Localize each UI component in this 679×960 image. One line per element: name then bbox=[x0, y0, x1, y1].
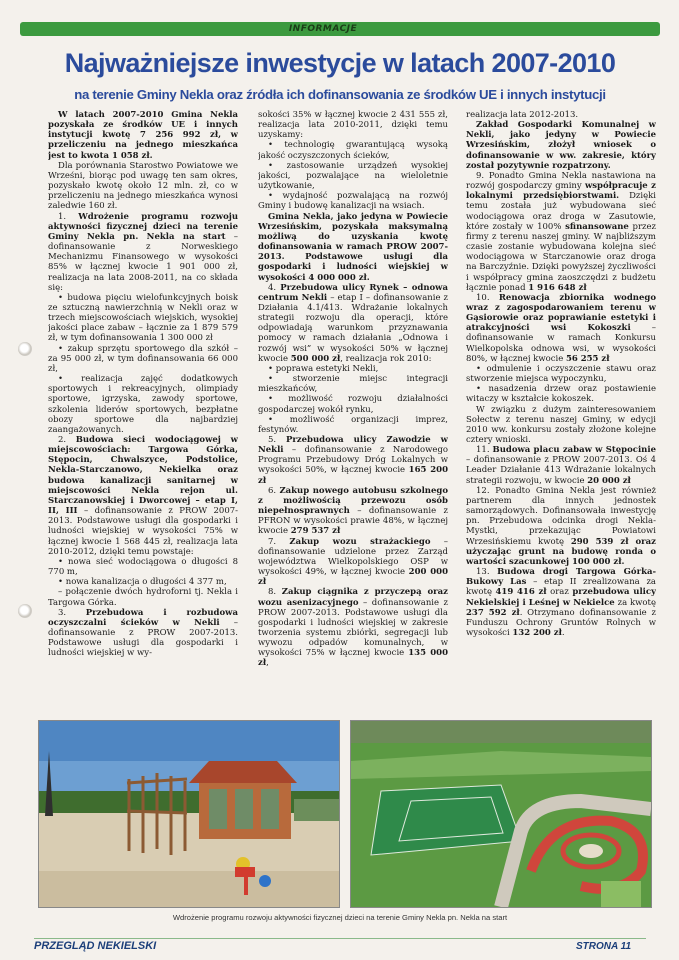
item-title: Przebudowa i rozbudowa oczyszczalni ścieków w Nekli bbox=[48, 607, 238, 628]
paragraph bbox=[48, 435, 238, 557]
bullet-item: – połączenie dwóch hydroforni tj. Nekla i Targowa Górka. bbox=[48, 587, 238, 608]
bullet-item: • odmulenie i oczyszczenie stawu oraz stworzenie miejsca wypoczynku, bbox=[466, 363, 656, 385]
amount: 290 539 zł oraz użyczając grunt na budowę ronda o wartości szacunkowej 100 000 zł. bbox=[466, 536, 656, 567]
item-title: Budowa sieci wodociągowej w miejscowościach: Targowa Górka, Stępocin, Chwalszyce, Podstolice, Nekla-Starczanowo, Nekielka oraz budowa kanalizacji sanitarnej w miejscowości Nekla rejon ul. Starczanowskiej i Dworcowej – etap I, II, III bbox=[48, 435, 238, 517]
item-number: 13. bbox=[476, 567, 490, 578]
item-title: Zakup ciągnika z przyczepą oraz wozu asenizacyjnego bbox=[258, 587, 448, 608]
item-text: oraz bbox=[550, 587, 569, 598]
item-text: – etap II zrealizowana za kwotę bbox=[466, 577, 656, 598]
item-title: Wdrożenie programu rozwoju aktywności fizycznej dzieci na terenie Gminy Nekla pn. Nekla na start bbox=[48, 211, 238, 242]
item-text: – dofinansowanie z Norweskiego Mechanizmu Finansowego w wysokości 85% w łącznej kwocie 1 901 000 zł, realizacja na lata 2008-2011, na co składa się: bbox=[48, 231, 238, 293]
amount: 200 000 zł bbox=[258, 567, 448, 588]
bullet-item: • nowa kanalizacja o długości 4 377 m, bbox=[58, 577, 227, 588]
item-number: 10. bbox=[476, 292, 490, 303]
item-text: , bbox=[266, 658, 269, 669]
bullet-item: • stworzenie miejsc integracji mieszkańców, bbox=[258, 374, 448, 395]
amount: 279 537 zł bbox=[290, 526, 341, 537]
paragraph bbox=[466, 171, 656, 293]
playground-illustration bbox=[39, 721, 339, 907]
paragraph bbox=[48, 212, 238, 293]
punch-hole bbox=[18, 342, 32, 356]
bullet-item: • wydajność pozwalającą na rozwój Gminy i budowę kanalizacji na wsiach. bbox=[258, 191, 448, 212]
amount: 132 200 zł bbox=[512, 627, 562, 638]
playground-photo bbox=[38, 720, 340, 908]
paragraph: Dla porównania Starostwo Powiatowe we Wrześni, biorąc pod uwagę ten sam okres, pozyskało kwotę około 12 mln. zł, co w przeliczeniu na jednego mieszkańca wynosi zaledwie 160 zł. bbox=[48, 160, 238, 212]
paragraph bbox=[48, 608, 238, 659]
item-text: Ponadto Gmina Nekla nastawiona na rozwój gospodarczy gminy bbox=[466, 170, 656, 192]
publication-name: PRZEGLĄD NEKIELSKI bbox=[34, 940, 157, 952]
text-column-3 bbox=[466, 110, 656, 710]
bullet-item: • zakup sprzętu sportowego dla szkół – za 95 000 zł, w tym dofinansowania 66 000 zł, bbox=[48, 343, 238, 374]
item-text: – dofinansowanie z PROW 2007-2013. Oś 4 Leader Działanie 413 Wdrażanie lokalnych strategii rozwoju, w kwocie bbox=[466, 455, 656, 486]
section-label: INFORMACJE bbox=[288, 24, 358, 34]
item-number: 3. bbox=[58, 607, 67, 618]
paragraph bbox=[466, 486, 656, 567]
paragraph: realizacja lata 2012-2013. bbox=[466, 110, 579, 120]
footer-divider bbox=[34, 938, 646, 939]
paragraph bbox=[466, 120, 656, 171]
amount: 20 000 zł bbox=[587, 475, 631, 486]
bullet-item: • technologię gwarantującą wysoką jakość oczyszczonych ścieków, bbox=[258, 140, 448, 161]
page-number: STRONA 11 bbox=[576, 941, 632, 952]
item-text: – dofinansowanie z PROW 2007-2013. Podstawowe usługi dla gospodarki i ludności wiejskiej w wy- bbox=[48, 617, 238, 659]
text-column-2 bbox=[258, 110, 448, 710]
item-title: Przebudowa ulicy Zawodzie w Nekli bbox=[258, 435, 448, 456]
highlight-word: sfinansowane bbox=[565, 221, 629, 232]
item-title: Budowa placu zabaw w Stępocinie bbox=[492, 445, 656, 456]
sports-field-photo bbox=[350, 720, 652, 908]
item-text: – dofinansowanie z PROW 2007-2013. Podstawowe usługi dla gospodarki i ludności wiejskiej w wysokości 75% w łącznej kwocie 1 568 445 zł, realizacja lata 2010-2012, dzięki temu powstaje: bbox=[48, 506, 238, 557]
sports-field-illustration bbox=[351, 721, 651, 907]
item-text: . bbox=[561, 627, 565, 638]
amount: 135 000 zł bbox=[258, 648, 448, 669]
paragraph bbox=[466, 567, 656, 638]
item-text: . Otrzymano dofinansowanie z Funduszu Ochrony Gruntów Rolnych w wysokości bbox=[466, 607, 656, 638]
paragraph: W związku z dużym zainteresowaniem Sołectw z terenu naszej Gminy, w edycji 2010 ww. konkursu zostały złożone kolejne cztery wnioski. bbox=[466, 404, 656, 445]
bullet-item: • poprawa estetyki Nekli, bbox=[268, 363, 379, 374]
item-number: 9. bbox=[476, 170, 485, 181]
item-number: 11. bbox=[476, 445, 490, 456]
bullet-item: • realizacja zajęć dodatkowych sportowych i rekreacyjnych, olimpiady sportowe, igrzyska, zawody sportowe, szkolenia liderów sportowych, bezpłatne obozy sportowe dla najbardziej zaangażowanych. bbox=[48, 374, 238, 435]
amount: 1 916 648 zł bbox=[528, 282, 587, 293]
amount: 165 200 zł bbox=[258, 465, 448, 486]
paragraph bbox=[258, 283, 448, 364]
article-title: Najważniejsze inwestycje w latach 2007-2010 bbox=[64, 48, 616, 78]
paragraph bbox=[466, 293, 656, 364]
text-column-1 bbox=[48, 110, 238, 710]
item-number: 5. bbox=[268, 435, 277, 445]
paragraph bbox=[258, 537, 448, 588]
item-text: – dofinansowanie udzielone przez Zarząd województwa Wielkopolskiego OSP w wysokości 49%, w łącznej kwocie bbox=[258, 536, 448, 578]
item-text: – etap I – dofinansowanie z Działania 4.1/413. Wdrażanie lokalnych strategii rozwoju dla operacji, które odpowiadają warunkom przyznawania pomocy w ramach działania „Odnowa i rozwój wsi” w wysokości 50% w łącznej kwocie bbox=[258, 292, 448, 364]
bullet-item: • możliwość rozwoju działalności gospodarczej wokół rynku, bbox=[258, 394, 448, 415]
bullet-item: • zastosowanie urządzeń wysokiej jakości, pozwalające na wieloletnie użytkowanie, bbox=[258, 160, 448, 192]
item-title: Zakup wozu strażackiego bbox=[289, 536, 431, 547]
item-number: 4. bbox=[268, 282, 277, 293]
paragraph bbox=[258, 212, 448, 283]
item-text: przez firmy z terenu naszej gminy. W najbliższym czasie zostanie wybudowana kolejna sieć wodociągowa w Starczanowie oraz droga na Barczyźnie. Dzięki powyższej życzliwości i współpracy gmina zaoszczędzi z budżetu łącznie ponad bbox=[466, 221, 656, 293]
paragraph: sokości 35% w łącznej kwocie 2 431 555 zł, realizacja lata 2010-2011, dzięki temu uzyskamy: bbox=[258, 110, 448, 141]
item-number: 6. bbox=[268, 485, 277, 496]
amount: 56 255 zł bbox=[565, 353, 610, 364]
paragraph bbox=[48, 110, 238, 161]
item-title: Budowa drogi Targowa Górka-Bukowy Las bbox=[466, 567, 656, 588]
bullet-item: • nasadzenia drzew oraz postawienie witaczy w kształcie kokoszek. bbox=[466, 384, 656, 405]
item-title: Zakup nowego autobusu szkolnego z możliwością przewozu osób niepełnosprawnych bbox=[258, 485, 448, 517]
item-title: Przebudowa ulicy Rynek – odnowa centrum Nekli bbox=[258, 282, 448, 303]
bullet-item: • możliwość organizacji imprez, festynów. bbox=[258, 414, 448, 435]
item-title: Renowacja zbiornika wodnego wraz z zagospodarowaniem terenu w Gąsiorowie oraz poprawianie estetyki i atrakcyjności wsi Kokoszki bbox=[466, 292, 656, 334]
paragraph bbox=[466, 445, 656, 486]
article-subtitle: na terenie Gminy Nekla oraz źródła ich dofinansowania ze środków UE i innych instytucji bbox=[74, 87, 606, 102]
paragraph bbox=[258, 587, 448, 668]
bullet-item: • nowa sieć wodociągowa o długości 8 770 m, bbox=[48, 556, 238, 578]
item-text: Dzięki temu została już wybudowana sieć wodociągowa oraz droga w Zasutowie, które zostały w 100% bbox=[466, 191, 656, 232]
bullet-item: • budowa pięciu wielofunkcyjnych boisk ze sztuczną nawierzchnią w Nekli oraz w trzech miejscowościach wiejskich, wysokiej jakości place zabaw – łącznie za 1 879 579 zł, w tym dofinansowania 1 300 000 zł bbox=[48, 292, 238, 344]
lead-text: W latach 2007-2010 Gmina Nekla pozyskała ze środków UE i innych instytucji kwotę 7 256 992 zł, w przeliczeniu na jednego mieszkańca jest to kwota 1 058 zł. bbox=[48, 110, 238, 161]
item-number: 7. bbox=[268, 536, 277, 547]
item-text: – dofinansowanie z Narodowego Programu Przebudowy Dróg Lokalnych w wysokości 50%, w łącznej kwocie bbox=[258, 445, 448, 476]
amount: 237 592 zł bbox=[466, 607, 520, 618]
item-text: – dofinansowanie z PROW 2007-2013. Podstawowe usługi dla gospodarki i ludności wiejskiej w zakresie tworzenia systemu zbiórki, segregacji lub wywozu odpadów komunalnych, w wysokości 75% w łącznej kwocie bbox=[258, 597, 448, 659]
item-title: przebudowa ulicy Nekielskiej i Leśnej w Nekielce bbox=[466, 587, 656, 608]
highlight-text: Zakład Gospodarki Komunalnej w Nekli, jako jedyny w Powiecie Wrzesińskim, złożył wniosek o dofinansowanie w ww. zakresie, który został pozytywnie rozpatrzony. bbox=[466, 120, 656, 171]
item-number: 8. bbox=[268, 587, 277, 598]
paragraph bbox=[258, 486, 448, 537]
paragraph bbox=[258, 435, 448, 486]
amount: 419 416 zł bbox=[495, 587, 547, 598]
item-number: 2. bbox=[58, 435, 67, 445]
photo-caption: Wdrożenie programu rozwoju aktywności fizycznej dzieci na terenie Gminy Nekla pn. Nekla na start bbox=[172, 913, 508, 922]
item-title: współpracuje z lokalnymi przedsiębiorstwami. bbox=[466, 181, 656, 202]
punch-hole bbox=[18, 604, 32, 618]
item-text: – dofinansowanie z PFRON w wysokości prawie 48%, w łącznej kwocie bbox=[258, 506, 448, 537]
item-number: 1. bbox=[58, 211, 67, 222]
item-text: – dofinansowanie w ramach Konkursu Wielkopolska odnowa wsi, w wysokości 80%, w łącznej kwocie bbox=[466, 323, 656, 364]
highlight-text: Gmina Nekla, jako jedyna w Powiecie Wrzesińskim, pozyskała maksymalną możliwą do uzyskania kwotę dofinansowania w ramach PROW 2007-2013. Podstawowe usługi dla gospodarki i ludności wiejskiej w wysokości 4 000 000 zł. bbox=[258, 211, 448, 283]
item-text: 12. Ponadto Gmina Nekla jest również partnerem dla innych jednostek samorządowych. Dofinansowała inwestycję pn. Przebudowa odcinka drogi Nekla-Mystki, przekazując Powiatowi Wrzesińskiemu kwotę bbox=[466, 485, 656, 547]
item-text: za kwotę bbox=[617, 597, 656, 608]
amount: 500 000 zł bbox=[290, 353, 341, 364]
item-text: , realizacja rok 2010: bbox=[340, 353, 432, 364]
